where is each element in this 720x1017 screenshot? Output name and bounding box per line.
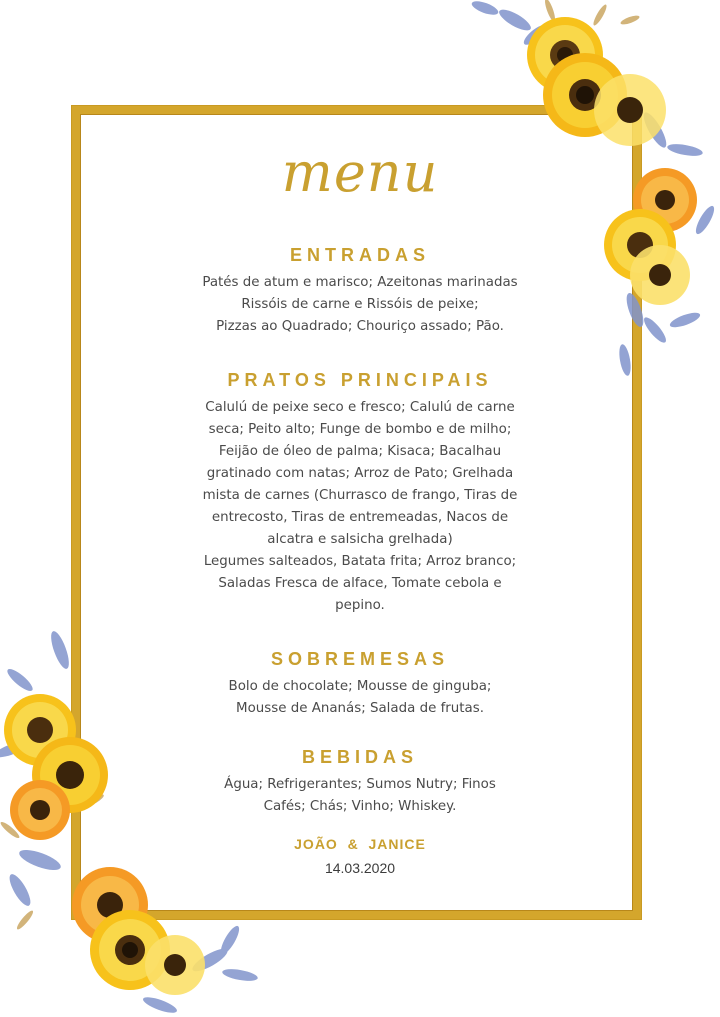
menu-title: menu [281,141,439,204]
section-entradas [180,244,540,338]
event-date: 14.03.2020 [324,860,396,876]
section-heading-bebidas: BEBIDAS [301,747,418,767]
section-text-sobremesas: Bolo de chocolate; Mousse de ginguba; Mousse de Ananás; Salada de frutas. [228,679,492,716]
section-heading-pratos: PRATOS PRINCIPAIS [227,370,493,390]
couple-names: JOÃO & JANICE [294,836,426,852]
section-text-entradas: Patés de atum e marisco; Azeitonas marinadas Rissóis de carne e Rissóis de peixe; Pizzas ao Quadrado; Chouriço assado; Pão. [202,275,518,334]
section-sobremesas [180,648,540,720]
section-bebidas [180,746,540,818]
section-heading-sobremesas: SOBREMESAS [270,649,450,669]
section-text-pratos: Calulú de peixe seco e fresco; Calulú de carne seca; Peito alto; Funge de bombo e de milho; Feijão de óleo de palma; Kisaca; Bacalhau gratinado com natas; Arroz de Pato; Grelhada mista de carnes (Churrasco de frango, Tiras de entrecosto, Tiras de entremeadas, Nacos de alcatra e salsicha grelhada) Legumes salteados, Batata frita; Arroz branco; Saladas Fresca de alface, Tomate cebola e pepino. [202,400,518,613]
section-heading-entradas: ENTRADAS [289,245,430,265]
section-text-bebidas: Água; Refrigerantes; Sumos Nutry; Finos Cafés; Chás; Vinho; Whiskey. [224,777,496,814]
section-pratos-principais [180,369,540,617]
